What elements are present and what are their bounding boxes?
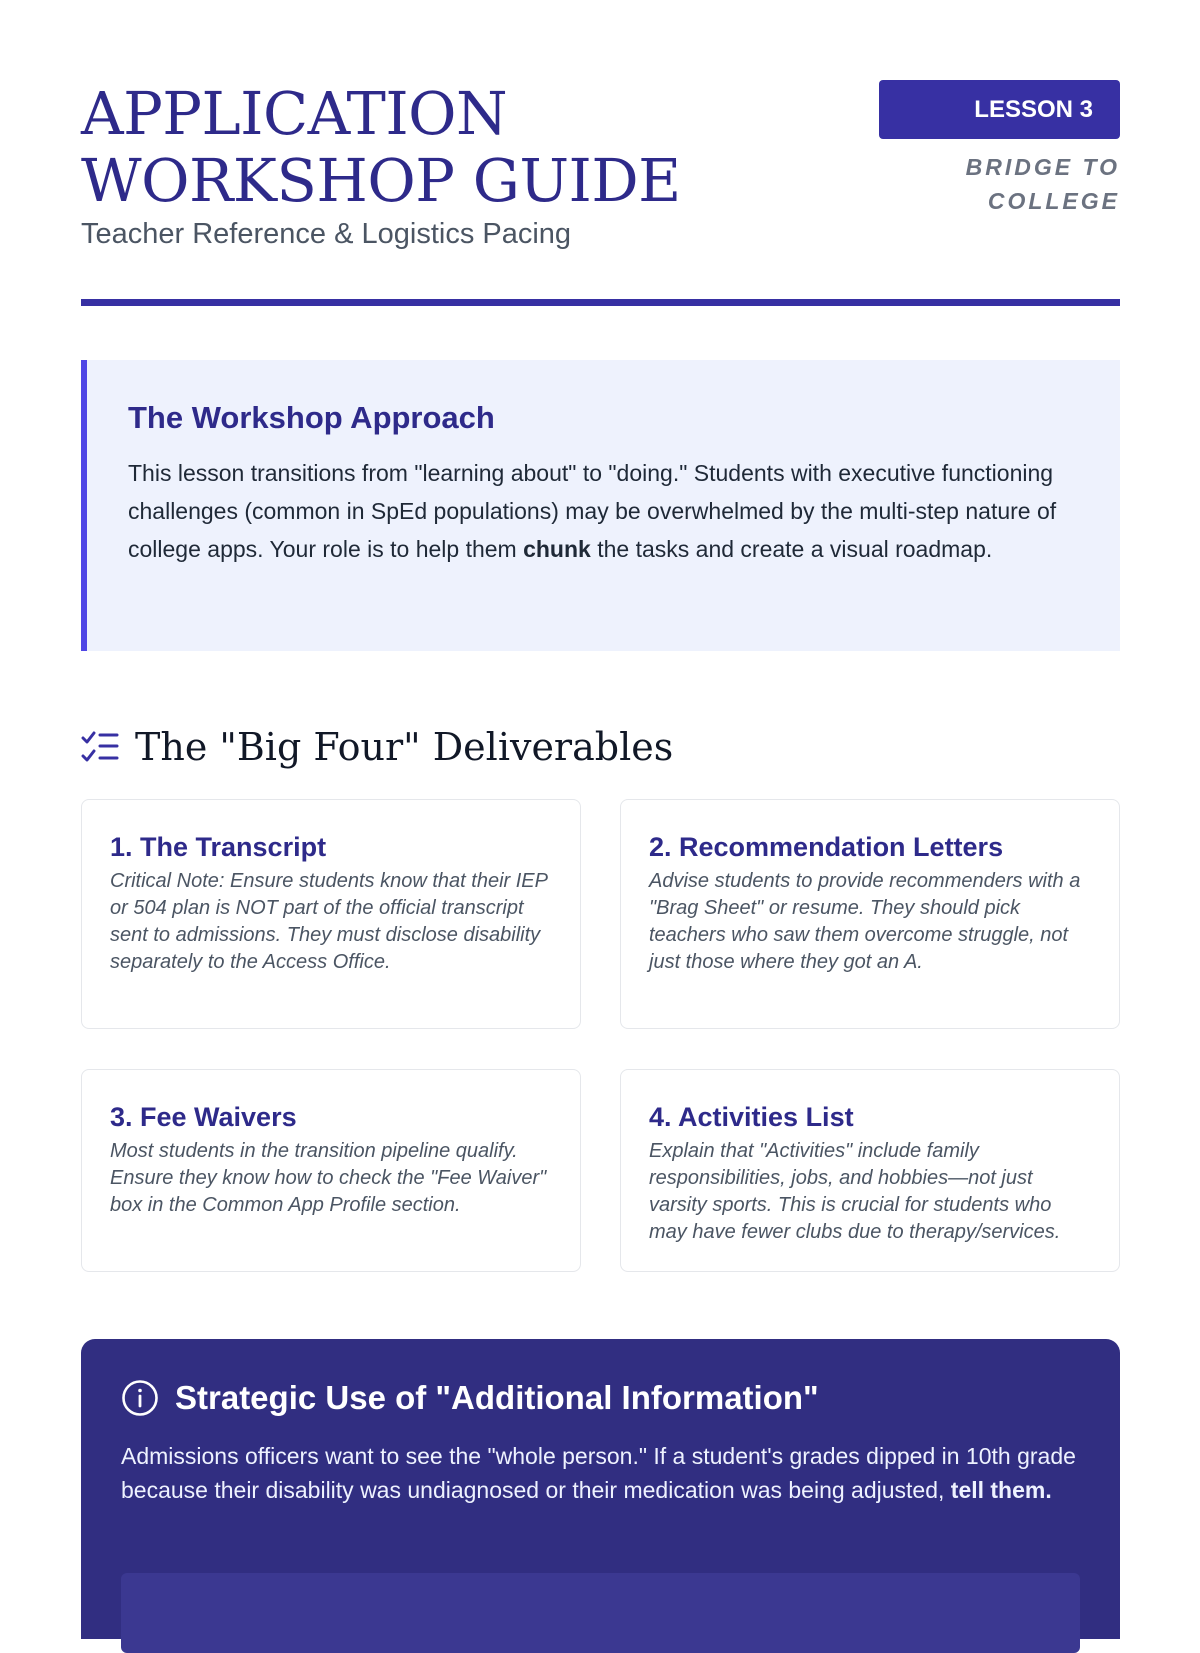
page-title: APPLICATION WORKSHOP GUIDE: [81, 79, 681, 215]
page-header: [81, 0, 1120, 300]
header-divider: [81, 299, 1120, 306]
info-icon: [121, 1379, 159, 1417]
additional-information-callout: [81, 1339, 1120, 1639]
deliverable-card-recommendations: [620, 799, 1120, 1029]
strategic-body: [121, 1439, 1080, 1507]
strategic-body-emphasis: tell them.: [950, 1477, 1052, 1503]
card-title: 1. The Transcript: [110, 832, 327, 862]
lesson-badge: LESSON 3: [879, 80, 1120, 139]
deliverables-title: The "Big Four" Deliverables: [135, 725, 674, 769]
lesson-page: [81, 0, 1120, 1503]
program-name: BRIDGE TO COLLEGE: [965, 154, 1120, 214]
page-subtitle: Teacher Reference & Logistics Pacing: [81, 218, 572, 250]
card-title: 3. Fee Waivers: [110, 1102, 297, 1132]
checklist-icon: [81, 730, 119, 764]
card-body: Most students in the transition pipeline qualify. Ensure they know how to check the "Fee Waiver" box in the Common App Profile section.: [110, 1140, 547, 1216]
card-body: Critical Note: Ensure students know that their IEP or 504 plan is NOT part of the official transcript sent to admissions. They must disclose disability separately to the Access Office.: [110, 870, 548, 973]
strategic-title: Strategic Use of "Additional Information": [175, 1379, 819, 1416]
approach-title: The Workshop Approach: [128, 400, 495, 435]
deliverable-card-fee-waivers: [81, 1069, 581, 1272]
deliverable-card-transcript: [81, 799, 581, 1029]
strategic-inner-panel: [121, 1573, 1080, 1653]
card-title: 2. Recommendation Letters: [649, 832, 1004, 862]
approach-body-text: This lesson transitions from "learning about" to "doing." Students with executive functioning challenges (common in SpEd populations) may be overwhelmed by the multi-step nature of college apps. Your role is to help them: [128, 460, 1057, 562]
approach-body-text-end: the tasks and create a visual roadmap.: [590, 536, 993, 562]
deliverable-card-activities: [620, 1069, 1120, 1272]
deliverables-heading: [81, 722, 673, 772]
card-title: 4. Activities List: [649, 1102, 854, 1132]
approach-body: [128, 454, 1080, 568]
approach-body-emphasis: chunk: [523, 536, 591, 562]
card-body: Advise students to provide recommenders with a "Brag Sheet" or resume. They should pick teachers who saw them overcome struggle, not just those where they got an A.: [649, 870, 1081, 973]
strategic-heading: [121, 1379, 1080, 1417]
card-body: Explain that "Activities" include family responsibilities, jobs, and hobbies—not just varsity sports. This is crucial for students who may have fewer clubs due to therapy/services.: [649, 1140, 1061, 1243]
workshop-approach-callout: [81, 360, 1120, 651]
strategic-body-text: Admissions officers want to see the "whole person." If a student's grades dipped in 10th grade because their disability was undiagnosed or their medication was being adjusted,: [121, 1443, 1076, 1503]
